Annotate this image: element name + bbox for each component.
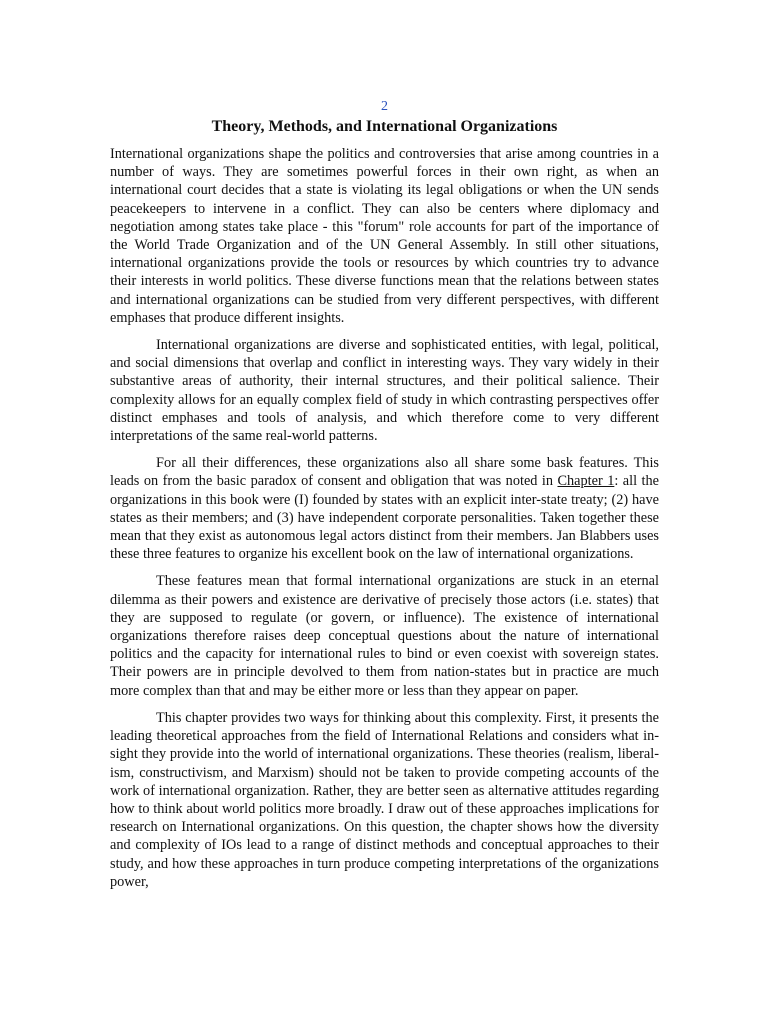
paragraph-3 bbox=[110, 454, 659, 563]
paragraph-1: International organizations shape the politics and controversies that arise among countries in a number of ways. They are sometimes powerful forces in their own right, as when an international court decides that a state is violating its legal obligations or when the UN sends peacekeepers to intervene in a conflict. They can also be centers where diplomacy and negotiation among states take place - this "forum" role accounts for part of the importance of the World Trade Organization and of the UN General Assembly. In still other situations, international organizations provide the tools or resources by which countries try to advance their interests in world politics. These diverse functions mean that the relations between states and international organizations can be studied from very different perspectives, with different emphases that produce different insights. bbox=[110, 146, 659, 326]
chapter-number: 2 bbox=[381, 99, 388, 114]
document-page bbox=[110, 98, 659, 900]
paragraph-4: These features mean that formal international organizations are stuck in an eternal dilemma as their powers and existence are derivative of precisely those actors (i.e. states) that they are supposed to regulate (or govern, or influence). The existence of international organizations therefore raises deep conceptual questions about the nature of international politics and the capacity for international rules to bind or even coexist with sovereign states. Their powers are in principle devolved to them from nation-states but in practice are much more complex than that and may be either more or less than they appear on paper. bbox=[110, 573, 659, 699]
chapter-1-link[interactable]: Chapter 1 bbox=[557, 473, 615, 490]
chapter-title: Theory, Methods, and International Organizations bbox=[211, 118, 558, 135]
paragraph-3-text-after: : all the organizations in this book were (I) founded by states with an explicit inter-state treaty; (2) have states as their members; and (3) have independent corporate personalities. Taken together these mean that they exist as autonomous legal actors distinct from their members. Jan Blabbers uses these three features to organize his excellent book on the law of international organizations. bbox=[110, 473, 659, 563]
paragraph-5: This chapter provides two ways for thinking about this complexity. First, it presents the leading theoretical approaches from the field of International Relations and considers what in-sight they provide into the world of international organizations. These theories (realism, liberal-ism, constructivism, and Marxism) should not be taken to provide competing accounts of the work of international organization. Rather, they are better seen as alternative attitudes regarding how to think about world politics more broadly. I draw out of these approaches implications for research on International organizations. On this question, the chapter shows how the diversity and complexity of IOs lead to a range of distinct methods and conceptual approaches to their study, and how these approaches in turn produce competing interpretations of the organizations power, bbox=[110, 709, 659, 890]
paragraph-3-text-before: For all their differences, these organizations also all share some bask features. This leads on from the basic paradox of consent and obligation that was noted in bbox=[110, 455, 659, 490]
paragraph-2: International organizations are diverse and sophisticated entities, with legal, political, and social dimensions that overlap and conflict in interesting ways. They vary widely in their substantive areas of authority, their internal structures, and their political salience. Their complexity allows for an equally complex field of study in which contrasting perspectives offer distinct emphases and tools of analysis, and which therefore come to very different interpretations of the same real-world patterns. bbox=[110, 337, 659, 445]
